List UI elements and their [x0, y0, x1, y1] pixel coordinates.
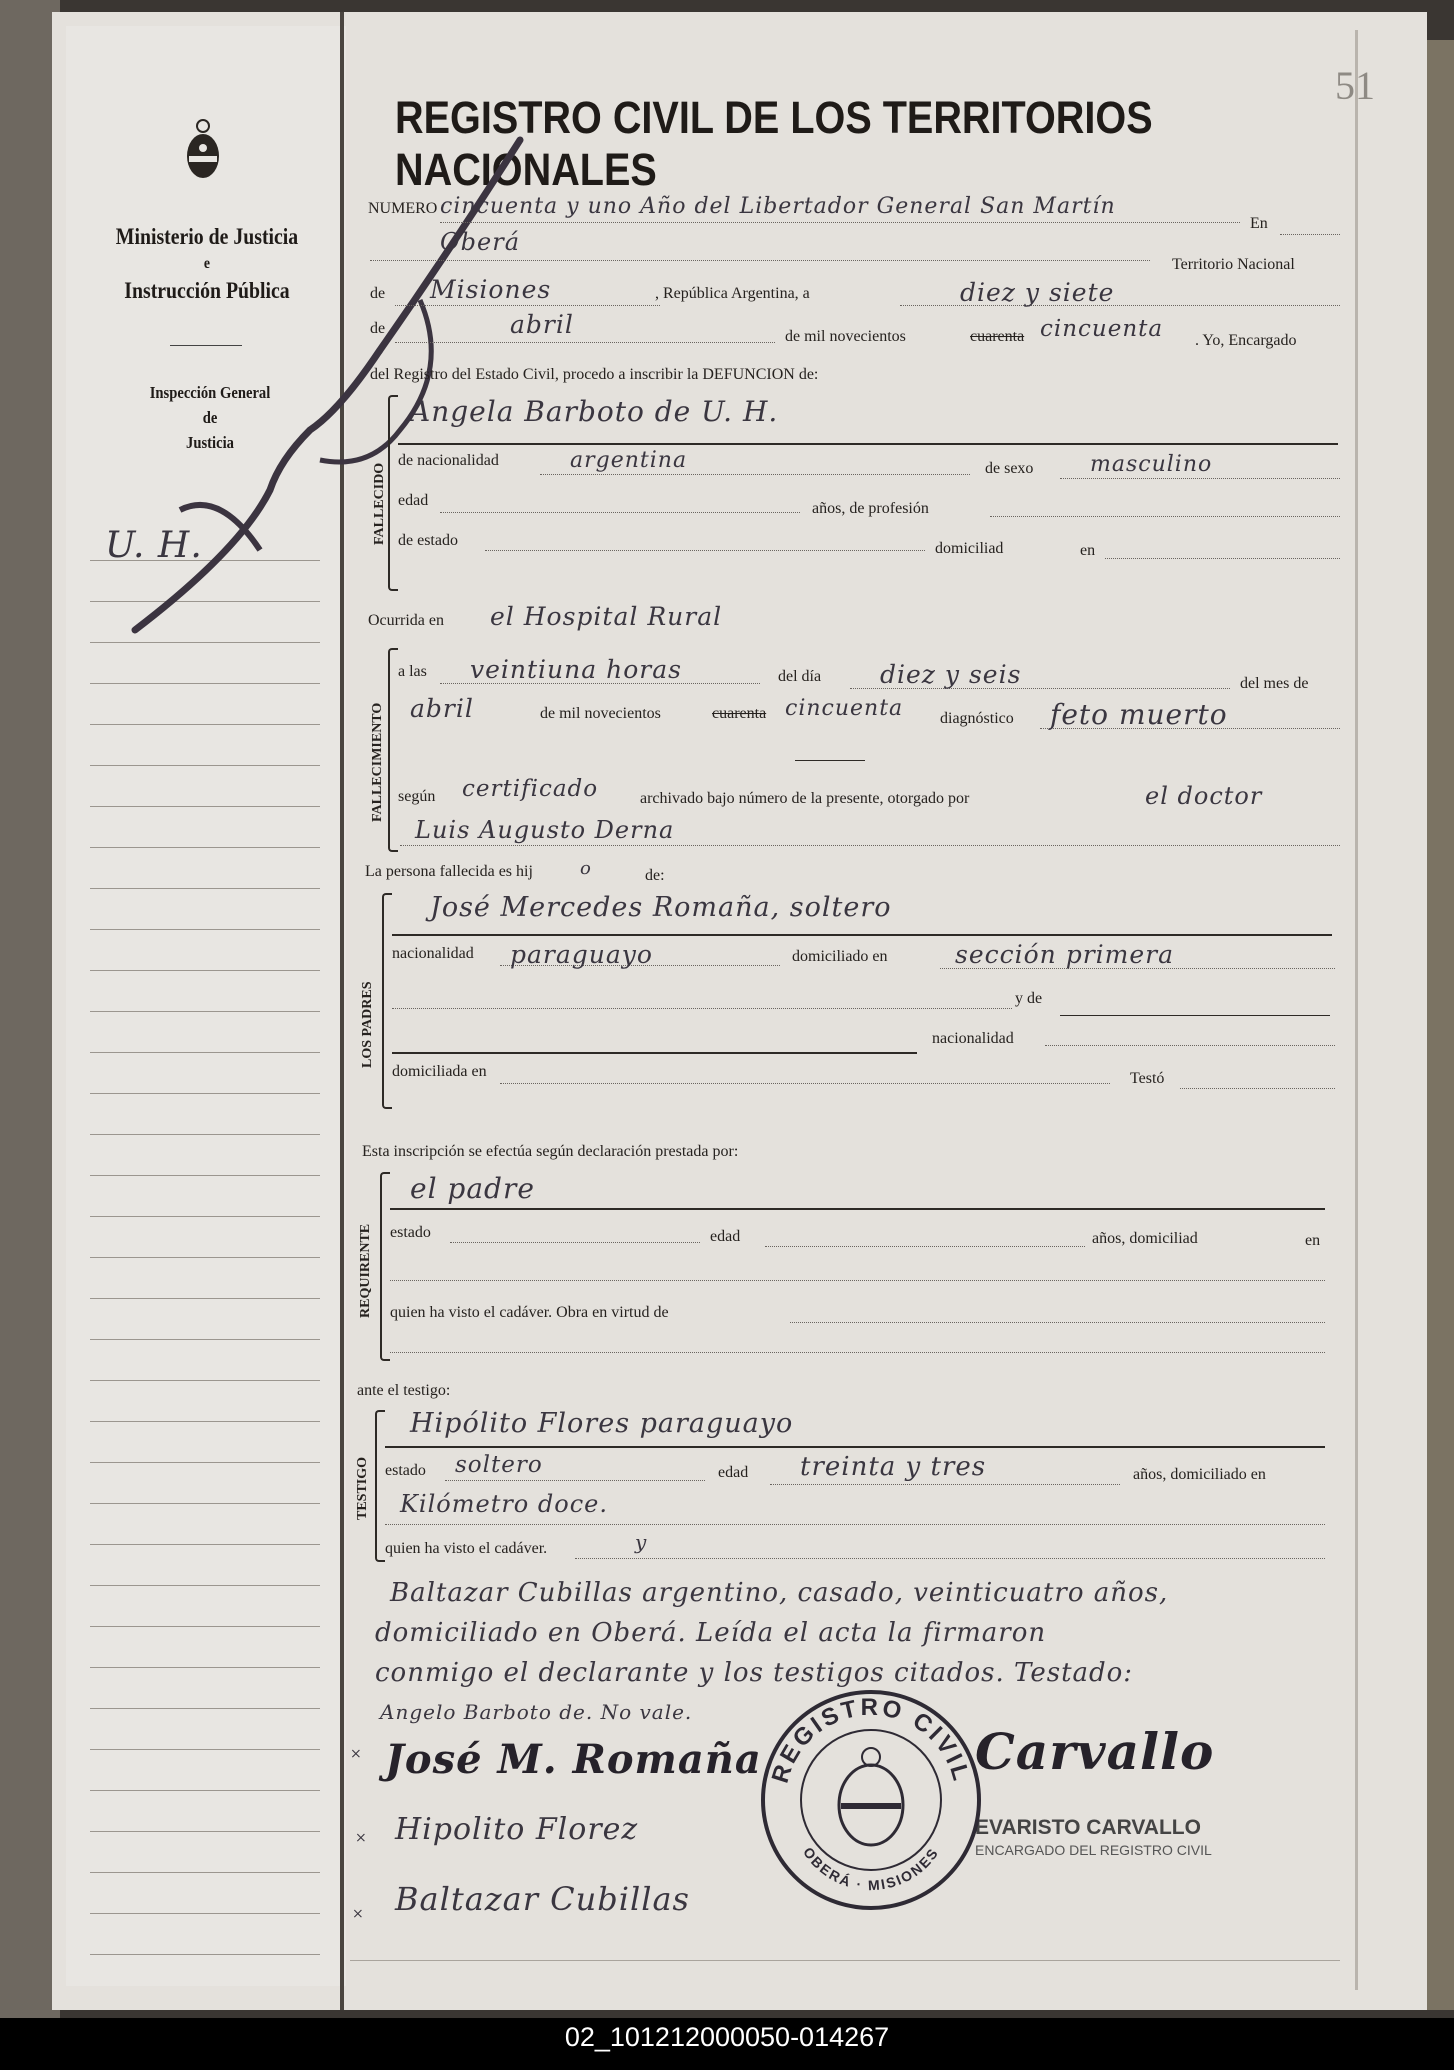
- margin-rule: [90, 1380, 320, 1381]
- margin-rule: [90, 1626, 320, 1627]
- signature-testigo2: Baltazar Cubillas: [395, 1880, 690, 1918]
- dotted-line: [390, 1352, 1325, 1353]
- inscripcion-intro: Esta inscripción se efectúa según declaración prestada por:: [362, 1143, 739, 1160]
- label-anos-domiciliad: años, domiciliad: [1092, 1230, 1198, 1247]
- testigo-domicilio: Kilómetro doce.: [400, 1490, 608, 1518]
- hora-value: veintiuna horas: [470, 655, 682, 684]
- ministry-line: Ministerio de Justicia: [115, 224, 299, 249]
- margin-rule: [90, 1585, 320, 1586]
- dotted-line: [370, 260, 1150, 261]
- inspeccion-line: Inspección General: [149, 383, 271, 402]
- ministry-line: Instrucción Pública: [124, 278, 290, 303]
- label-domiciliad: domiciliad: [935, 540, 1004, 557]
- label-mil: de mil novecientos: [785, 328, 906, 345]
- testigo-brace: [375, 1410, 385, 1562]
- margin-rule: [90, 847, 320, 848]
- dotted-line: [392, 1008, 1012, 1009]
- dotted-line: [485, 550, 925, 551]
- mes-fallecimiento: abril: [410, 694, 474, 723]
- margin-rule: [90, 1011, 320, 1012]
- margin-rule: [90, 1093, 320, 1094]
- label-de: de:: [645, 867, 665, 884]
- mes-value: abril: [510, 310, 574, 339]
- anio-fallecimiento: cincuenta: [785, 696, 904, 721]
- margin-rule: [90, 1790, 320, 1791]
- margin-rule: [90, 1667, 320, 1668]
- requirente-brace: [380, 1172, 390, 1361]
- signature-mark: ×: [352, 1906, 365, 1922]
- margin-rule: [90, 1831, 320, 1832]
- closing-line: Baltazar Cubillas argentino, casado, veinticuatro años,: [390, 1578, 1169, 1608]
- label-nacionalidad-madre: nacionalidad: [932, 1030, 1014, 1047]
- label-mes: del mes de: [1240, 675, 1309, 692]
- certificado-value: certificado: [462, 776, 599, 802]
- testigo-estado: soltero: [455, 1452, 543, 1478]
- defuncion-intro: del Registro del Estado Civil, procedo a inscribir la DEFUNCION de:: [370, 366, 819, 383]
- margin-rule: [90, 1913, 320, 1914]
- label-mil: de mil novecientos: [540, 705, 661, 722]
- label-diagnostico: diagnóstico: [940, 710, 1014, 727]
- label-nacionalidad: nacionalidad: [392, 945, 474, 962]
- fallecimiento-side-label: FALLECIMIENTO: [370, 702, 385, 822]
- page-title: REGISTRO CIVIL DE LOS TERRITORIOS NACIONALES: [395, 92, 1153, 195]
- padre-domicilio: sección primera: [955, 940, 1175, 969]
- ocurrida-lugar: el Hospital Rural: [490, 602, 723, 631]
- label-quien-visto-testigo: quien ha visto el cadáver.: [385, 1540, 548, 1557]
- dotted-line: [500, 1083, 1110, 1084]
- dotted-line: [395, 305, 660, 306]
- registro-civil-stamp: [756, 1685, 986, 1915]
- solid-rule: [392, 1052, 917, 1054]
- label-ante-testigo: ante el testigo:: [357, 1382, 451, 1399]
- dotted-line: [390, 1280, 1325, 1281]
- closing-line: conmigo el declarante y los testigos citados. Testado:: [375, 1658, 1134, 1688]
- dotted-line: [440, 512, 800, 513]
- margin-rule: [90, 1872, 320, 1873]
- short-rule: [795, 760, 865, 761]
- stamp-bottom-text: OBERÁ · MISIONES: [800, 1844, 942, 1894]
- label-de: de: [370, 285, 386, 302]
- dotted-line: [450, 1242, 700, 1243]
- label-nacionalidad: de nacionalidad: [398, 452, 499, 469]
- margin-rule: [90, 1257, 320, 1258]
- svg-text:REGISTRO CIVIL: [767, 1694, 975, 1786]
- label-en: en: [1080, 542, 1096, 559]
- label-domiciliada: domiciliada en: [392, 1063, 487, 1080]
- label-edad: edad: [710, 1228, 741, 1245]
- label-archivado: archivado bajo número de la presente, otorgado por: [640, 790, 970, 807]
- padres-brace: [382, 893, 392, 1109]
- dotted-line: [575, 1558, 1325, 1559]
- margin-rule: [90, 1749, 320, 1750]
- page-rule: [350, 1960, 1340, 1961]
- signature-declarante: José M. Romaña: [385, 1736, 762, 1783]
- anio-value: cincuenta: [1040, 316, 1164, 342]
- dotted-line: [1105, 558, 1340, 559]
- label-edad: edad: [398, 492, 429, 509]
- label-alas: a las: [398, 663, 427, 680]
- margin-rule: [90, 1052, 320, 1053]
- struck-decade: cuarenta: [970, 328, 1025, 345]
- padre-nacionalidad: paraguayo: [510, 940, 653, 969]
- label-persona: La persona fallecida es hij: [365, 863, 533, 880]
- dotted-line: [1280, 234, 1340, 235]
- margin-rule: [90, 1216, 320, 1217]
- margin-rule: [90, 765, 320, 766]
- territorio-value: Misiones: [430, 275, 552, 304]
- fallecimiento-brace: [388, 648, 398, 852]
- fallecido-brace: [388, 395, 398, 591]
- label-dia: del día: [778, 668, 822, 685]
- encargado-title: ENCARGADO DEL REGISTRO CIVIL: [975, 1842, 1212, 1858]
- label-quien-visto: quien ha visto el cadáver. Obra en virtud de: [390, 1304, 669, 1321]
- signature-testigo1: Hipolito Florez: [395, 1812, 639, 1847]
- label-ocurrida: Ocurrida en: [368, 612, 444, 629]
- margin-rule: [90, 1708, 320, 1709]
- testigo-nombre: Hipólito Flores paraguayo: [410, 1408, 794, 1439]
- dotted-line: [395, 342, 775, 343]
- solid-rule: [385, 1446, 1325, 1448]
- conjunction-y: y: [635, 1530, 648, 1554]
- fallecido-side-label: FALLECIDO: [372, 462, 387, 545]
- ministry-line: e: [203, 255, 211, 272]
- label-edad: edad: [718, 1464, 749, 1481]
- otorgado-value: el doctor: [1145, 782, 1263, 810]
- signature-mark: ×: [350, 1746, 363, 1762]
- dotted-line: [385, 1524, 1325, 1525]
- dotted-line: [770, 1484, 1120, 1485]
- padre-nombre: José Mercedes Romaña, soltero: [430, 892, 892, 923]
- label-anos-domiciliado: años, domiciliado en: [1133, 1466, 1266, 1483]
- dotted-line: [1045, 1045, 1335, 1046]
- doctor-value: Luis Augusto Derna: [415, 816, 675, 844]
- svg-text:OBERÁ · MISIONES: [800, 1844, 942, 1893]
- closing-line: domiciliado en Oberá. Leída el acta la firmaron: [375, 1618, 1047, 1648]
- signature-mark: ×: [355, 1830, 368, 1846]
- inspeccion-line: de: [202, 408, 218, 427]
- label-territorio: Territorio Nacional: [1172, 256, 1295, 273]
- label-estado: estado: [390, 1224, 431, 1241]
- struck-decade: cuarenta: [712, 705, 767, 722]
- label-sexo: de sexo: [985, 460, 1034, 477]
- solid-rule: [390, 1208, 1325, 1210]
- dia-value: diez y siete: [960, 278, 1115, 307]
- label-yo: . Yo, Encargado: [1195, 332, 1297, 349]
- dotted-line: [790, 1322, 1325, 1323]
- margin-rule: [90, 1298, 320, 1299]
- dotted-line: [540, 474, 970, 475]
- encargado-name: EVARISTO CARVALLO: [975, 1816, 1201, 1839]
- testigo-side-label: TESTIGO: [355, 1456, 370, 1520]
- padres-side-label: LOS PADRES: [360, 981, 375, 1068]
- requirente-side-label: REQUIRENTE: [358, 1223, 373, 1318]
- label-yde: y de: [1015, 990, 1043, 1007]
- label-de: de: [370, 320, 386, 337]
- lugar-value: Oberá: [440, 228, 521, 256]
- label-domiciliado: domiciliado en: [792, 948, 888, 965]
- solid-rule: [398, 443, 1338, 445]
- margin-initials: U. H.: [105, 525, 203, 566]
- fallecido-nacionalidad: argentina: [570, 448, 688, 473]
- book-cover-left: [0, 0, 60, 2018]
- fallecido-nombre: Angela Barboto de U. H.: [410, 395, 779, 428]
- label-anos-profesion: años, de profesión: [812, 500, 929, 517]
- label-estado: estado: [385, 1462, 426, 1479]
- dotted-line: [765, 1246, 1085, 1247]
- margin-rule: [90, 1503, 320, 1504]
- label-segun: según: [398, 788, 436, 805]
- label-estado: de estado: [398, 532, 458, 549]
- folio-number: 51: [1335, 63, 1375, 108]
- margin-rule: [90, 1462, 320, 1463]
- margin-rule: [90, 1954, 320, 1955]
- fallecido-sexo: masculino: [1090, 452, 1213, 477]
- diagnostico-value: feto muerto: [1050, 698, 1228, 731]
- solid-rule: [392, 934, 1332, 936]
- signature-encargado: Carvallo: [975, 1722, 1215, 1781]
- label-en: en: [1305, 1232, 1321, 1249]
- closing-line: Angelo Barboto de. No vale.: [380, 1700, 693, 1724]
- numero-value: cincuenta y uno Año del Libertador General San Martín: [440, 194, 1116, 219]
- margin-rule: [90, 1421, 320, 1422]
- image-id-label: 02_101212000050-014267: [564, 2022, 890, 2052]
- margin-rule: [90, 724, 320, 725]
- dotted-line: [1180, 1088, 1335, 1089]
- dotted-line: [445, 1480, 705, 1481]
- margin-rule: [90, 1134, 320, 1135]
- dotted-line: [990, 516, 1340, 517]
- margin-rule: [90, 1339, 320, 1340]
- label-en: En: [1250, 215, 1268, 232]
- dotted-line: [400, 845, 1340, 846]
- label-numero: NUMERO: [368, 200, 438, 217]
- margin-rule: [90, 929, 320, 930]
- dotted-line: [440, 222, 1240, 223]
- margin-rule: [90, 1175, 320, 1176]
- solid-rule: [1060, 1015, 1330, 1016]
- margin-rule: [90, 970, 320, 971]
- stamp-top-text: REGISTRO CIVIL: [766, 1693, 976, 1787]
- label-republica: , República Argentina, a: [655, 285, 810, 302]
- margin-rule: [90, 1544, 320, 1545]
- margin-rule: [90, 806, 320, 807]
- dotted-line: [1060, 478, 1340, 479]
- margin-rule: [90, 888, 320, 889]
- testigo-edad: treinta y tres: [800, 1452, 987, 1482]
- persona-suffix: o: [580, 858, 592, 879]
- page-edge: [1355, 30, 1358, 1990]
- label-testo: Testó: [1130, 1070, 1165, 1087]
- requirente-nombre: el padre: [410, 1172, 535, 1205]
- margin-rule: [90, 683, 320, 684]
- dia-fallecimiento: diez y seis: [880, 660, 1022, 689]
- inspeccion-line: Justicia: [186, 433, 234, 452]
